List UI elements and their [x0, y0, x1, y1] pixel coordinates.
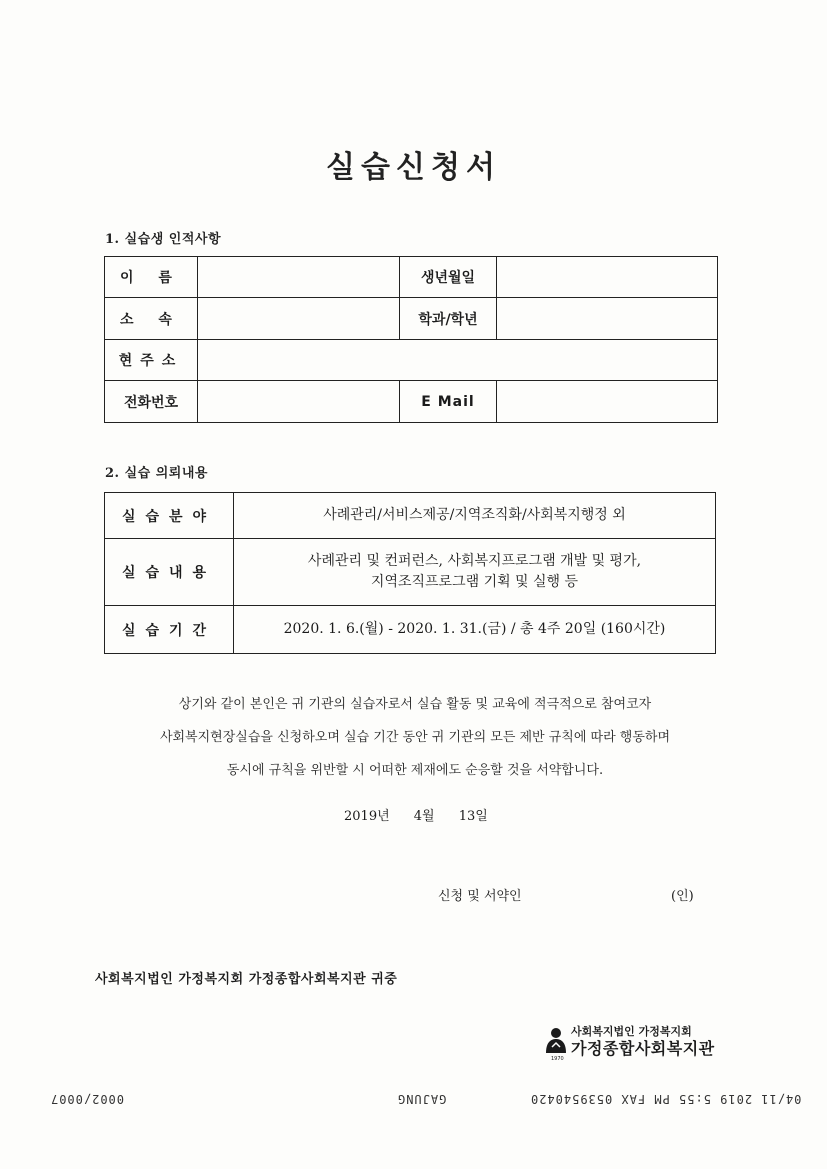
phone-field[interactable]	[198, 381, 400, 423]
stamp-line-2: 가정종합사회복지관	[571, 1039, 715, 1058]
birthdate-field[interactable]	[497, 257, 718, 298]
birthdate-label: 생년월일	[400, 257, 497, 298]
content-label: 실습내용	[105, 539, 234, 606]
organization-stamp	[543, 1023, 743, 1063]
stamp-year: 1970	[551, 1056, 564, 1062]
recipient: 사회복지법인 가정복지회 가정종합사회복지관 귀중	[95, 972, 398, 987]
period-value: 2020. 1. 6.(월) - 2020. 1. 31.(금) / 총 4주 20일 (160시간)	[234, 606, 716, 654]
address-field[interactable]	[198, 340, 718, 381]
fax-page-counter: 0002/0007	[50, 1092, 125, 1106]
content-line-2: 지역조직프로그램 기획 및 실행 등	[370, 574, 579, 590]
name-field[interactable]	[198, 257, 400, 298]
pledge-line-3: 동시에 규칙을 위반할 시 어떠한 제재에도 순응할 것을 서약합니다.	[226, 763, 604, 778]
seal-mark: (인)	[671, 889, 694, 904]
address-label: 현주소	[105, 340, 198, 381]
page-title: 실습신청서	[326, 150, 501, 185]
email-field[interactable]	[497, 381, 718, 423]
department-field[interactable]	[497, 298, 718, 340]
affiliation-field[interactable]	[198, 298, 400, 340]
content-value	[234, 539, 716, 606]
email-label: E Mail	[400, 381, 497, 423]
period-label: 실습기간	[105, 606, 234, 654]
internship-request-table	[104, 492, 716, 654]
application-date: 2019년 4월 13일	[344, 809, 488, 824]
personal-info-table	[104, 256, 718, 423]
field-value: 사례관리/서비스제공/지역조직화/사회복지행정 외	[234, 493, 716, 539]
phone-label: 전화번호	[105, 381, 198, 423]
fax-timestamp: 04/11 2019 5:55 PM FAX 0539540420	[530, 1092, 802, 1106]
organization-logo-icon	[543, 1025, 569, 1055]
field-label: 실습분야	[105, 493, 234, 539]
affiliation-label: 소 속	[105, 298, 198, 340]
section1-heading: 1. 실습생 인적사항	[105, 232, 222, 247]
section2-heading: 2. 실습 의뢰내용	[105, 466, 208, 481]
pledge-line-2: 사회복지현장실습을 신청하오며 실습 기간 동안 귀 기관의 모든 제반 규칙에 따라 행동하며	[159, 730, 671, 745]
name-label: 이 름	[105, 257, 198, 298]
signature-label: 신청 및 서약인	[438, 889, 522, 904]
content-line-1: 사례관리 및 컨퍼런스, 사회복지프로그램 개발 및 평가,	[307, 553, 642, 569]
fax-sender-id: GAJUNG	[397, 1092, 447, 1106]
department-label: 학과/학년	[400, 298, 497, 340]
pledge-text	[90, 688, 740, 787]
stamp-line-1: 사회복지법인 가정복지회	[571, 1025, 692, 1038]
pledge-line-1: 상기와 같이 본인은 귀 기관의 실습자로서 실습 활동 및 교육에 적극적으로 참여코자	[178, 697, 652, 712]
